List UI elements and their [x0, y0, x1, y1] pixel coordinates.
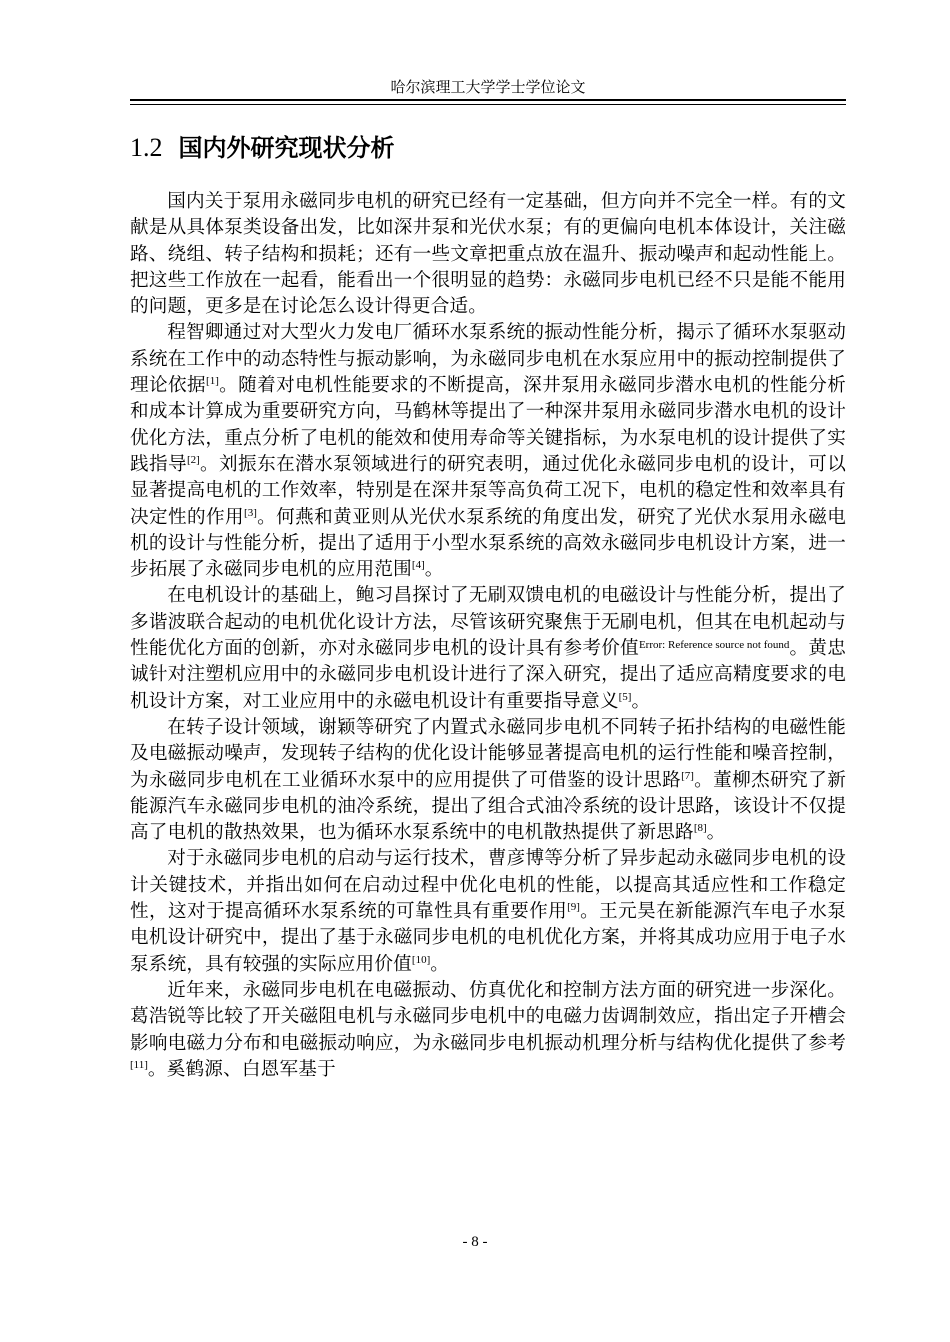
paragraph-text: 程智卿通过对大型火力发电厂循环水泵系统的振动性能分析，揭示了循环水泵驱动系统在工作中的动态特性与振动影响，为永磁同步电机在水泵应用中的振动控制提供了理论依据: [130, 322, 846, 397]
paragraph-text: 。: [631, 690, 651, 712]
reference-error-note: Error: Reference source not found: [638, 639, 790, 652]
paragraph: [130, 715, 846, 846]
paragraph: [130, 846, 846, 977]
citation-ref: [1]: [206, 375, 219, 388]
citation-ref: [2]: [187, 453, 200, 466]
paragraph: [130, 583, 846, 714]
citation-ref: [3]: [244, 506, 257, 519]
paragraph-text: 。黄忠诚针对注塑机应用中的永磁同步电机设计进行了深入研究，提出了适应高精度要求的电机设计方案，对工业应用中的永磁电机设计有重要指导意义: [130, 638, 846, 712]
paragraph-text: 在转子设计领域，谢颖等研究了内置式永磁同步电机不同转子拓扑结构的电磁性能及电磁振动噪声，发现转子结构的优化设计能够显著提高电机的运行性能和噪音控制，为永磁同步电机在工业循环水泵中的应用提供了可借鉴的设计思路: [130, 716, 846, 791]
paragraph-text: 。董柳杰研究了新能源汽车永磁同步电机的油冷系统，提出了组合式油冷系统的设计思路，该设计不仅提高了电机的散热效果，也为循环水泵系统中的电机散热提供了新思路: [130, 769, 846, 844]
paragraph-text: 。奚鹤源、白恩军基于: [147, 1058, 336, 1080]
paragraph: [130, 320, 846, 583]
paragraph-text: 。何燕和黄亚则从光伏水泵系统的角度出发，研究了光伏水泵用永磁电机的设计与性能分析，提出了适用于小型水泵系统的高效永磁同步电机设计方案，进一步拓展了永磁同步电机的应用范围: [130, 506, 846, 581]
paragraph: [130, 978, 846, 1083]
section-number: 1.2: [130, 133, 163, 162]
paragraph-text: 。王元昊在新能源汽车电子水泵电机设计研究中，提出了基于永磁同步电机的电机优化方案，并将其成功应用于电子水泵系统，具有较强的实际应用价值: [130, 901, 846, 975]
citation-ref: [5]: [618, 690, 632, 703]
header-rule-thick: [130, 99, 846, 101]
citation-ref: [9]: [567, 901, 580, 914]
paragraph-text: 。: [430, 953, 450, 975]
paragraph-text: 。: [706, 822, 726, 844]
page-number: - 8 -: [462, 1234, 488, 1250]
citation-ref: [11]: [130, 1058, 148, 1071]
paragraph-text: 。: [424, 559, 444, 581]
paragraph: [130, 189, 846, 320]
paragraph-text: 在电机设计的基础上，鲍习昌探讨了无刷双馈电机的电磁设计与性能分析，提出了多谐波联合起动的电机优化设计方法，尽管该研究聚焦于无刷电机，但其在电机起动与性能优化方面的创新，亦对永磁同步电机的设计具有参考价值: [130, 585, 846, 660]
running-header: 哈尔滨理工大学学士学位论文: [390, 78, 586, 96]
section-title: 国内外研究现状分析: [178, 134, 395, 162]
citation-ref: [10]: [411, 953, 431, 966]
citation-ref: [4]: [411, 559, 425, 572]
section-heading: [130, 128, 395, 168]
paragraph-text: 国内关于泵用永磁同步电机的研究已经有一定基础，但方向并不完全一样。有的文献是从具体泵类设备出发，比如深井泵和光伏水泵；有的更偏向电机本体设计，关注磁路、绕组、转子结构和损耗；还有一些文章把重点放在温升、振动噪声和起动性能上。把这些工作放在一起看，能看出一个很明显的趋势：永磁同步电机已经不只是能不能用的问题，更多是在讨论怎么设计得更合适。: [130, 191, 846, 318]
paragraph-text: 近年来，永磁同步电机在电磁振动、仿真优化和控制方法方面的研究进一步深化。葛浩锐等比较了开关磁阻电机与永磁同步电机中的电磁力齿调制效应，指出定子开槽会影响电磁力分布和电磁振动响应，为永磁同步电机振动机理分析与结构优化提供了参考: [130, 979, 846, 1054]
paragraph-text: 。随着对电机性能要求的不断提高，深井泵用永磁同步潜水电机的性能分析和成本计算成为重要研究方向，马鹤林等提出了一种深井泵用永磁同步潜水电机的设计优化方法，重点分析了电机的能效和使用寿命等关键指标，为水泵电机的设计提供了实践指导: [130, 375, 846, 475]
citation-ref: [7]: [681, 769, 694, 782]
paragraph-text: 。刘振东在潜水泵领域进行的研究表明，通过优化永磁同步电机的设计，可以显著提高电机的工作效率，特别是在深井泵等高负荷工况下，电机的稳定性和效率具有决定性的作用: [130, 453, 846, 528]
citation-ref: [8]: [693, 822, 707, 835]
body-text: [130, 189, 846, 1083]
paragraph-text: 对于永磁同步电机的启动与运行技术，曹彦博等分析了异步起动永磁同步电机的设计关键技术，并指出如何在启动过程中优化电机的性能，以提高其适应性和工作稳定性，这对于提高循环水泵系统的可靠性具有重要作用: [130, 848, 846, 923]
header-rule-thin: [130, 104, 846, 105]
